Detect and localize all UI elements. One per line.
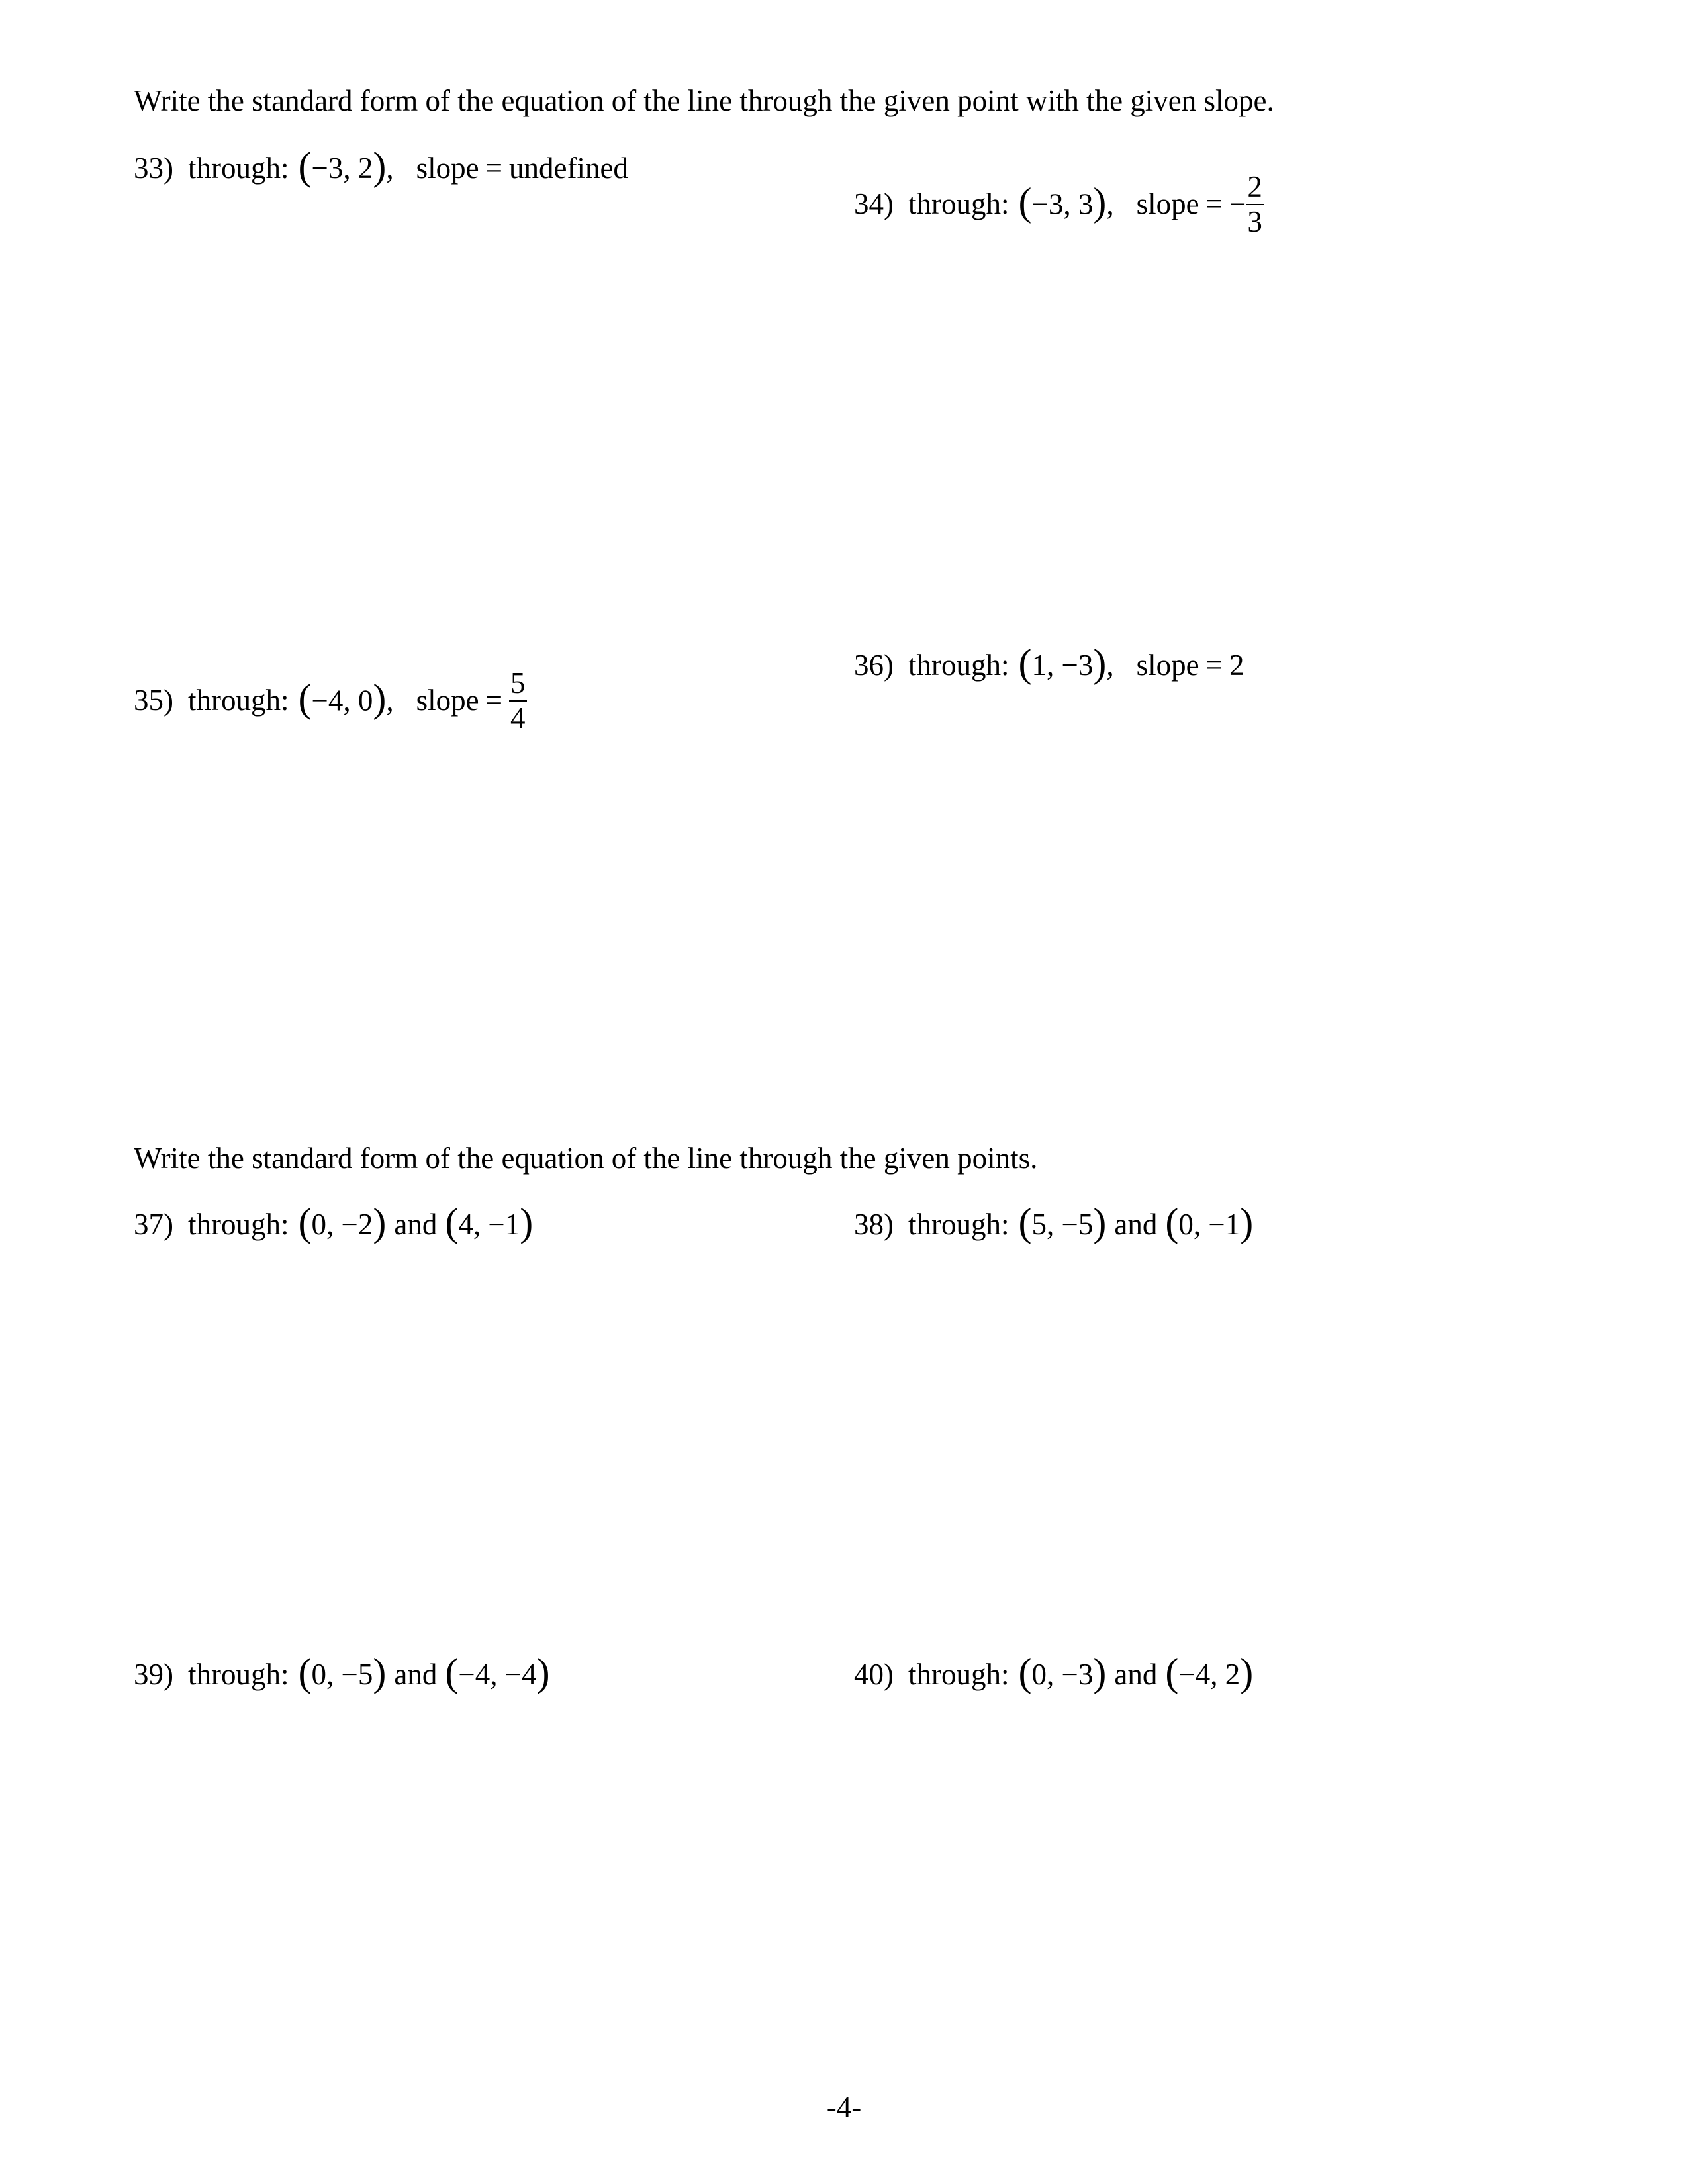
problem-39: [134, 1651, 550, 1694]
slope-label: slope: [1136, 187, 1199, 221]
open-paren: (: [445, 1201, 459, 1244]
through-label: through:: [188, 1658, 289, 1691]
page-number: -4-: [826, 2091, 862, 2124]
open-paren: (: [298, 1201, 312, 1244]
open-paren: (: [1018, 1651, 1032, 1694]
close-paren: ): [1093, 180, 1107, 224]
through-label: through:: [908, 187, 1009, 221]
problem-37: [134, 1201, 534, 1244]
close-paren: ): [1093, 1651, 1107, 1694]
through-label: through:: [908, 1658, 1009, 1691]
section-1-instructions: Write the standard form of the equation of the line through the given point with the given slope.: [134, 84, 1274, 117]
problem-number: 35): [134, 684, 173, 717]
close-paren: ): [536, 1651, 550, 1694]
point-2: −4, −4: [458, 1658, 537, 1691]
problem-number: 36): [854, 649, 894, 682]
slope-numerator: 5: [509, 668, 527, 702]
slope-label: slope: [1136, 649, 1199, 682]
and-label: and: [394, 1208, 438, 1241]
problem-number: 40): [854, 1658, 894, 1691]
point: 1, −3: [1031, 649, 1094, 682]
slope-sign: −: [1229, 187, 1246, 221]
problem-35: 35) through: (−4, 0), slope = $\frac{5}{4}$: [134, 666, 526, 735]
problem-40: [854, 1651, 1254, 1694]
equals-sign: =: [485, 684, 502, 717]
close-paren: ): [1093, 641, 1107, 685]
close-paren: ): [373, 1651, 387, 1694]
open-paren: (: [445, 1651, 459, 1694]
problem-number: 33): [134, 152, 173, 185]
point-2: 0, −1: [1178, 1208, 1241, 1241]
slope-denominator: 3: [1247, 205, 1262, 238]
close-paren: ): [1240, 1201, 1254, 1244]
slope-label: slope: [416, 152, 479, 185]
slope-label: slope: [416, 684, 479, 717]
through-label: through:: [188, 684, 289, 717]
open-paren: (: [298, 1651, 312, 1694]
close-paren: ): [373, 1201, 387, 1244]
close-paren: ): [520, 1201, 534, 1244]
problem-number: 37): [134, 1208, 173, 1241]
and-label: and: [1114, 1658, 1158, 1691]
and-label: and: [1114, 1208, 1158, 1241]
problem-34: 34) through: (−3, 3), slope = − $\frac{2}{3}$: [854, 170, 1262, 238]
point-1: 0, −3: [1031, 1658, 1094, 1691]
point-1: 0, −2: [311, 1208, 373, 1241]
problem-number: 34): [854, 187, 894, 221]
slope-fraction: [1246, 172, 1264, 237]
problem-33: 33) through: (−3, 2), slope = undefined: [134, 144, 628, 188]
through-label: through:: [908, 1208, 1009, 1241]
problem-36: 36) through: (1, −3), slope = 2: [854, 641, 1244, 685]
close-paren: ): [1240, 1651, 1254, 1694]
problem-number: 39): [134, 1658, 173, 1691]
point: −3, 2: [311, 152, 373, 185]
slope-numerator: 2: [1246, 172, 1264, 205]
close-paren: ): [373, 676, 387, 721]
open-paren: (: [1165, 1651, 1179, 1694]
slope-value: undefined: [509, 152, 628, 185]
through-label: through:: [908, 649, 1009, 682]
point-1: 5, −5: [1031, 1208, 1094, 1241]
close-paren: ): [1093, 1201, 1107, 1244]
open-paren: (: [1018, 1201, 1032, 1244]
through-label: through:: [188, 152, 289, 185]
point: −3, 3: [1031, 187, 1094, 221]
close-paren: ): [373, 144, 387, 188]
slope-value: 2: [1229, 649, 1244, 682]
equals-sign: =: [1205, 187, 1223, 221]
equals-sign: =: [1205, 649, 1223, 682]
section-2-instructions: Write the standard form of the equation of the line through the given points.: [134, 1142, 1038, 1175]
problem-38: [854, 1201, 1254, 1244]
open-paren: (: [1018, 641, 1032, 685]
equals-sign: =: [485, 152, 502, 185]
and-label: and: [394, 1658, 438, 1691]
open-paren: (: [298, 144, 312, 188]
point: −4, 0: [311, 684, 373, 717]
slope-fraction: [509, 668, 527, 733]
through-label: through:: [188, 1208, 289, 1241]
point-2: 4, −1: [458, 1208, 520, 1241]
open-paren: (: [1165, 1201, 1179, 1244]
open-paren: (: [298, 676, 312, 721]
slope-denominator: 4: [510, 702, 526, 735]
open-paren: (: [1018, 180, 1032, 224]
point-1: 0, −5: [311, 1658, 373, 1691]
point-2: −4, 2: [1178, 1658, 1241, 1691]
problem-number: 38): [854, 1208, 894, 1241]
